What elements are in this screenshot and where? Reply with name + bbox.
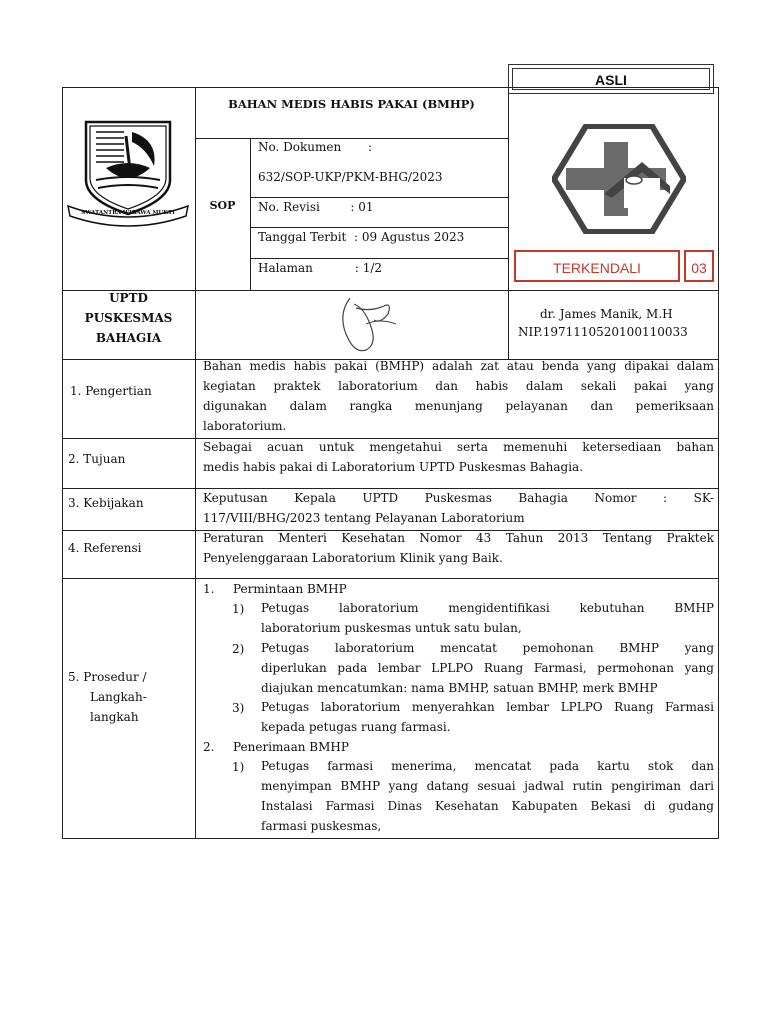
signer-nip: NIP.197111052010011003​3	[518, 325, 688, 339]
terkendali-label: TERKENDALI	[553, 260, 641, 276]
tujuan-label: 2. Tujuan	[68, 452, 126, 466]
no-dokumen-colon: :	[368, 140, 373, 154]
prosedur-s1-num: 1)	[232, 602, 245, 616]
halaman: Halaman : 1/2	[258, 261, 383, 275]
copy-number: 03	[691, 260, 707, 276]
prosedur-label-1: 5. Prosedur /	[68, 670, 147, 684]
prosedur-label-3: langkah	[90, 710, 139, 724]
prosedur-h2: Penerimaan BMHP	[233, 740, 349, 754]
org-line-1: UPTD	[109, 291, 148, 305]
org-line-2: PUSKESMAS	[84, 311, 173, 325]
document-title: BAHAN MEDIS HABIS PAKAI (BMHP)	[228, 97, 475, 111]
no-dokumen-label: No. Dokumen	[258, 140, 342, 154]
asli-label: ASLI	[595, 72, 627, 88]
signature	[330, 294, 410, 356]
no-dokumen-value: 632/SOP-UKP/PKM-BHG/2023	[258, 170, 443, 184]
referensi-label: 4. Referensi	[68, 541, 142, 555]
copy-number-stamp	[684, 250, 714, 282]
tujuan-text: Sebagai acuan untuk mengetahui serta memenuhi ketersediaan bahan medis habis pakai di Laboratorium UPTD Puskesmas Bahagia.	[203, 440, 714, 474]
prosedur-h1: Permintaan BMHP	[233, 582, 347, 596]
logo-motto: SWATANTRA WIBAWA MUKTI	[81, 210, 175, 216]
org-line-3: BAHAGIA	[95, 331, 162, 345]
prosedur-label-2: Langkah-	[90, 690, 147, 704]
prosedur-s2-num: 2)	[232, 642, 245, 656]
terkendali-stamp	[514, 250, 680, 282]
prosedur-t1-num: 1)	[232, 760, 245, 774]
referensi-text: Peraturan Menteri Kesehatan Nomor 43 Tahun 2013 Tentang Praktek Penyelenggaraan Laboratorium Klinik yang Baik.	[203, 531, 714, 565]
pengertian-label: 1. Pengertian	[70, 384, 152, 398]
prosedur-s3-num: 3)	[232, 701, 245, 715]
prosedur-s1: Petugas laboratorium mengidentifikasi kebutuhan BMHP laboratorium puskesmas untuk satu bulan,	[261, 601, 714, 635]
kebijakan-text: Keputusan Kepala UPTD Puskesmas Bahagia Nomor : SK- 117/VIII/BHG/2023 tentang Pelayanan Laboratorium	[203, 491, 714, 525]
prosedur-h1-num: 1.	[203, 582, 215, 596]
tanggal-terbit: Tanggal Terbit : 09 Agustus 2023	[258, 230, 465, 244]
kebijakan-label: 3. Kebijakan	[68, 496, 144, 510]
prosedur-s3: Petugas laboratorium menyerahkan lembar LPLPO Ruang Farmasi kepada petugas ruang farmasi.	[261, 700, 714, 734]
prosedur-h2-num: 2.	[203, 740, 215, 754]
puskesmas-logo	[552, 124, 686, 234]
sop-label: SOP	[209, 199, 236, 212]
no-revisi: No. Revisi : 01	[258, 200, 374, 214]
signer-name: dr. James Manik, M.H	[540, 307, 673, 321]
prosedur-t1: Petugas farmasi menerima, mencatat pada kartu stok dan menyimpan BMHP yang datang sesuai jadwal rutin pengiriman dari Instalasi Farmasi Dinas Kesehatan Kabupaten Bekasi di gudang farmasi puskesmas,	[261, 759, 714, 833]
district-logo	[66, 118, 190, 230]
pengertian-text: Bahan medis habis pakai (BMHP) adalah zat atau benda yang dipakai dalam kegiatan praktek laboratorium dan habis dalam sekali pakai yang digunakan dalam rangka menunjang pelayanan dan pemeriksaan laboratorium.	[203, 359, 714, 433]
prosedur-s2: Petugas laboratorium mencatat pemohonan BMHP yang diperlukan pada lembar LPLPO Ruang Farmasi, permohonan yang diajukan mencatumkan: nama BMHP, satuan BMHP, merk BMHP	[261, 641, 714, 695]
